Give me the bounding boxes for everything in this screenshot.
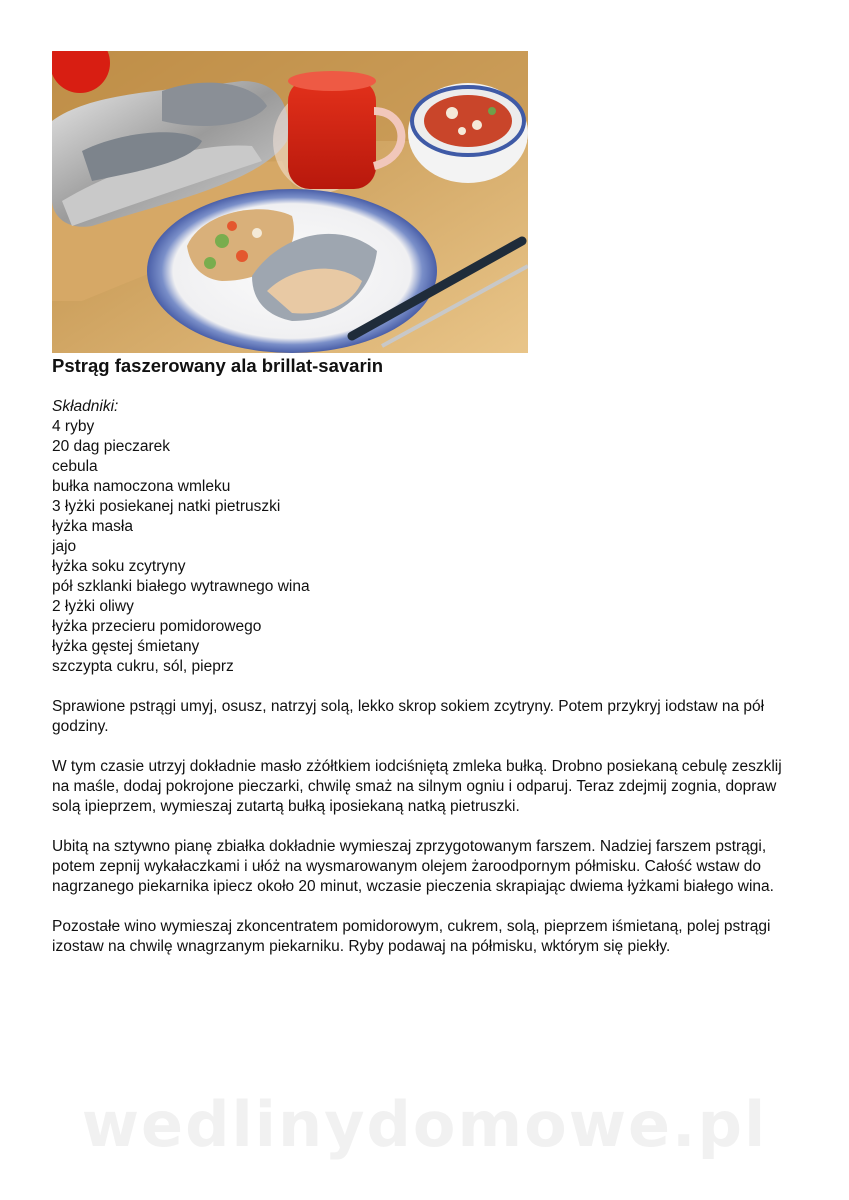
ingredient-item: 2 łyżki oliwy xyxy=(52,598,134,615)
ingredient-item: 20 dag pieczarek xyxy=(52,438,171,455)
ingredients-heading: Składniki: xyxy=(52,398,119,415)
ingredient-item: łyżka przecieru pomidorowego xyxy=(52,618,262,635)
ingredient-item: cebula xyxy=(52,458,98,475)
ingredient-item: łyżka masła xyxy=(52,518,133,535)
ingredients-list xyxy=(52,417,802,677)
ingredient-item: łyżka gęstej śmietany xyxy=(52,638,200,655)
ingredient-item: 3 łyżki posiekanej natki pietruszki xyxy=(52,498,281,515)
step-paragraph: Sprawione pstrągi umyj, osusz, natrzyj solą, lekko skrop sokiem zcytryny. Potem przykryj iodstaw na pół godziny. xyxy=(52,698,765,735)
step-paragraph: W tym czasie utrzyj dokładnie masło zżółtkiem iodciśniętą zmleka bułką. Drobno posiekaną cebulę zeszklij na maśle, dodaj pokrojone pieczarki, chwilę smaż na silnym ogniu i odparuj. Teraz zdejmij zognia, dopraw solą ipieprzem, wymieszaj zutartą bułką iposiekaną natką pietruszki. xyxy=(52,758,782,815)
ingredient-item: bułka namoczona wmleku xyxy=(52,478,231,495)
step-paragraph: Ubitą na sztywno pianę zbiałka dokładnie wymieszaj zprzygotowanym farszem. Nadziej farszem pstrągi, potem zepnij wykałaczkami i ułóż na wysmarowanym olejem żaroodpornym półmisku. Całość wstaw do nagrzanego piekarnika ipiecz około 20 minut, wczasie pieczenia skrapiając dwiema łyżkami białego wina. xyxy=(52,838,774,895)
ingredient-item: szczypta cukru, sól, pieprz xyxy=(52,658,234,675)
ingredient-item: jajo xyxy=(52,538,77,555)
recipe-photo xyxy=(52,51,528,353)
recipe-title: Pstrąg faszerowany ala brillat-savarin xyxy=(52,355,384,376)
recipe-body xyxy=(52,397,802,957)
ingredient-item: pół szklanki białego wytrawnego wina xyxy=(52,578,310,595)
ingredient-item: 4 ryby xyxy=(52,418,95,435)
site-watermark: wedlinydomowe.pl xyxy=(81,1088,768,1161)
ingredient-item: łyżka soku zcytryny xyxy=(52,558,186,575)
step-paragraph: Pozostałe wino wymieszaj zkoncentratem pomidorowym, cukrem, solą, pieprzem iśmietaną, polej pstrągi izostaw na chwilę wnagrzanym piekarniku. Ryby podawaj na półmisku, wktórym się piekły. xyxy=(52,918,771,955)
